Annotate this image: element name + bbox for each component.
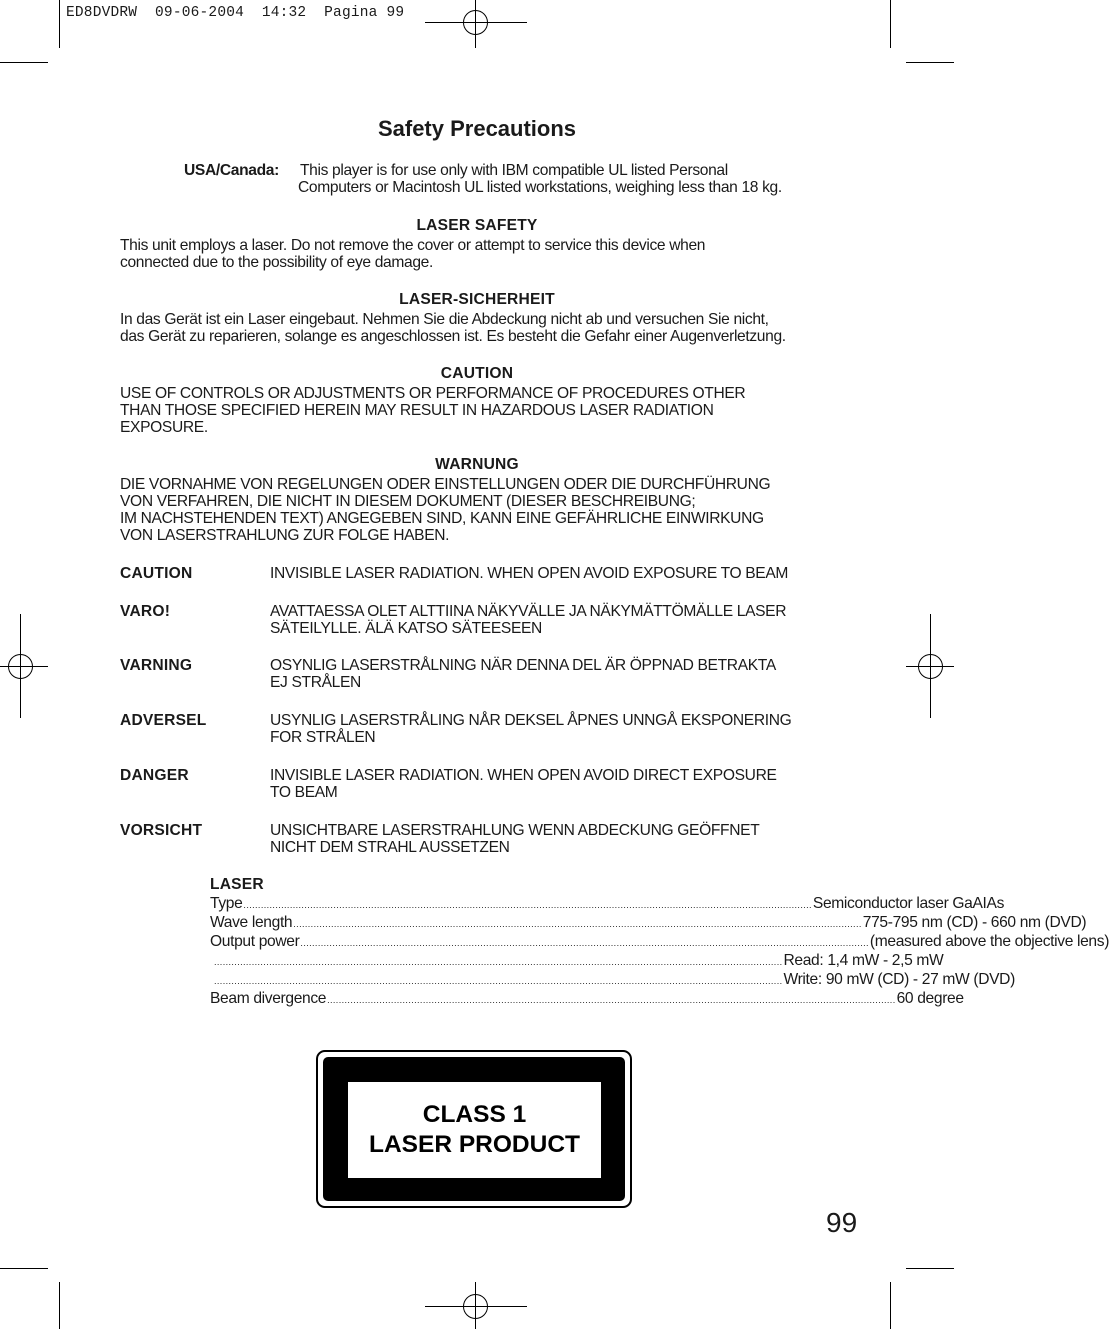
- usa-canada-text-line: This player is for use only with IBM compatible UL listed Personal: [300, 162, 728, 179]
- section-heading-caution: CAUTION: [440, 365, 514, 382]
- spec-row-write-power: [213, 971, 1015, 990]
- spec-label: Type: [210, 895, 243, 912]
- label-line-product: LASER PRODUCT: [369, 1131, 580, 1158]
- warning-line: FOR STRÅLEN: [270, 729, 376, 746]
- spec-value: 60 degree: [896, 990, 964, 1007]
- spec-row-read-power: [213, 952, 944, 971]
- warning-label-caution: CAUTION: [120, 565, 193, 582]
- dot-leader: ....................................................................................................................................................................................................: [327, 995, 896, 1005]
- registration-mark-bottom: [425, 1282, 527, 1329]
- registration-mark-left: [0, 614, 48, 718]
- spec-row-output-power: [210, 933, 1109, 952]
- body-line: DIE VORNAHME VON REGELUNGEN ODER EINSTELLUNGEN ODER DIE DURCHFÜHRUNG: [120, 476, 771, 493]
- section-body-laser-safety: [120, 237, 860, 271]
- body-line: EXPOSURE.: [120, 419, 208, 436]
- crop-mark: [890, 1282, 891, 1329]
- section-body-caution: [120, 385, 860, 436]
- crop-mark: [890, 0, 891, 48]
- spec-label: Output power: [210, 933, 300, 950]
- spec-row-type: [210, 895, 1005, 914]
- crop-mark: [0, 62, 48, 63]
- warning-label-danger: DANGER: [120, 767, 189, 784]
- dot-leader: ....................................................................................................................................................................................................: [214, 976, 783, 986]
- warning-text-vorsicht: [270, 822, 850, 856]
- dot-leader: ....................................................................................................................................................................................................: [300, 938, 869, 948]
- warning-line: USYNLIG LASERSTRÅLING NÅR DEKSEL ÅPNES UNNGÅ EKSPONERING: [270, 712, 792, 729]
- warning-label-adversel: ADVERSEL: [120, 712, 207, 729]
- label-line-class: CLASS 1: [422, 1101, 527, 1128]
- body-line: das Gerät zu reparieren, solange es angeschlossen ist. Es besteht die Gefahr einer Augenverletzung.: [120, 328, 786, 345]
- dot-leader: ....................................................................................................................................................................................................: [293, 919, 862, 929]
- crop-mark: [906, 1268, 954, 1269]
- spec-value: Read: 1,4 mW - 2,5 mW: [783, 952, 944, 969]
- warning-line: OSYNLIG LASERSTRÅLNING NÄR DENNA DEL ÄR ÖPPNAD BETRAKTA: [270, 657, 776, 674]
- section-body-warnung: [120, 476, 860, 544]
- section-heading-laser-safety: LASER SAFETY: [416, 217, 538, 234]
- warning-text-caution: [270, 565, 850, 582]
- warning-line: UNSICHTBARE LASERSTRAHLUNG WENN ABDECKUNG GEÖFFNET: [270, 822, 760, 839]
- laser-specs-heading: LASER: [210, 876, 264, 893]
- crop-mark: [0, 1268, 48, 1269]
- registration-mark-top: [425, 0, 527, 48]
- spec-label: Beam divergence: [210, 990, 327, 1007]
- print-header-slug: ED8DVDRW 09-06-2004 14:32 Pagina 99: [66, 5, 405, 21]
- body-line: IM NACHSTEHENDEN TEXT) ANGEGEBEN SIND, KANN EINE GEFÄHRLICHE EINWIRKUNG: [120, 510, 764, 527]
- section-body-laser-sicherheit: [120, 311, 860, 345]
- spec-value: Write: 90 mW (CD) - 27 mW (DVD): [783, 971, 1015, 988]
- warning-label-varning: VARNING: [120, 657, 193, 674]
- dot-leader: ....................................................................................................................................................................................................: [214, 957, 783, 967]
- usa-canada-label: USA/Canada:: [184, 162, 279, 179]
- usa-canada-text-line: Computers or Macintosh UL listed workstations, weighing less than 18 kg.: [298, 179, 782, 196]
- body-line: In das Gerät ist ein Laser eingebaut. Nehmen Sie die Abdeckung nicht ab und versuchen Sie nicht,: [120, 311, 769, 328]
- crop-mark: [906, 62, 954, 63]
- warning-line: INVISIBLE LASER RADIATION. WHEN OPEN AVOID DIRECT EXPOSURE: [270, 767, 777, 784]
- registration-mark-right: [906, 614, 954, 718]
- page-title: Safety Precautions: [377, 116, 577, 141]
- section-heading-warnung: WARNUNG: [435, 456, 519, 473]
- warning-line: NICHT DEM STRAHL AUSSETZEN: [270, 839, 510, 856]
- warning-text-varo: [270, 603, 850, 637]
- warning-line: EJ STRÅLEN: [270, 674, 361, 691]
- spec-value: (measured above the objective lens): [869, 933, 1109, 950]
- dot-leader: ....................................................................................................................................................................................................: [243, 900, 812, 910]
- body-line: VON LASERSTRAHLUNG ZUR FOLGE HABEN.: [120, 527, 450, 544]
- spec-value: 775-795 nm (CD) - 660 nm (DVD): [862, 914, 1087, 931]
- label-text-box: [348, 1082, 601, 1178]
- spec-row-beam-divergence: [210, 990, 964, 1009]
- warning-line: SÄTEILYLLE. ÄLÄ KATSO SÄTEESEEN: [270, 620, 542, 637]
- spec-row-wave-length: [210, 914, 1087, 933]
- class-1-laser-label: [316, 1050, 632, 1208]
- warning-line: TO BEAM: [270, 784, 338, 801]
- warning-line: INVISIBLE LASER RADIATION. WHEN OPEN AVOID EXPOSURE TO BEAM: [270, 565, 789, 582]
- section-heading-laser-sicherheit: LASER-SICHERHEIT: [399, 291, 555, 308]
- warning-text-danger: [270, 767, 850, 801]
- body-line: This unit employs a laser. Do not remove the cover or attempt to service this device when: [120, 237, 706, 254]
- body-line: THAN THOSE SPECIFIED HEREIN MAY RESULT IN HAZARDOUS LASER RADIATION: [120, 402, 714, 419]
- label-black-frame: [323, 1057, 625, 1201]
- crop-mark: [59, 0, 60, 48]
- body-line: connected due to the possibility of eye damage.: [120, 254, 433, 271]
- page-number: 99: [826, 1207, 858, 1238]
- body-line: USE OF CONTROLS OR ADJUSTMENTS OR PERFORMANCE OF PROCEDURES OTHER: [120, 385, 746, 402]
- spec-label: Wave length: [210, 914, 293, 931]
- crop-mark: [59, 1282, 60, 1329]
- spec-value: Semiconductor laser GaAIAs: [812, 895, 1005, 912]
- body-line: VON VERFAHREN, DIE NICHT IN DIESEM DOKUMENT (DIESER BESCHREIBUNG;: [120, 493, 696, 510]
- warning-label-vorsicht: VORSICHT: [120, 822, 203, 839]
- warning-line: AVATTAESSA OLET ALTTIINA NÄKYVÄLLE JA NÄKYMÄTTÖMÄLLE LASER: [270, 603, 787, 620]
- warning-text-varning: [270, 657, 850, 691]
- warning-text-adversel: [270, 712, 850, 746]
- warning-label-varo: VARO!: [120, 603, 171, 620]
